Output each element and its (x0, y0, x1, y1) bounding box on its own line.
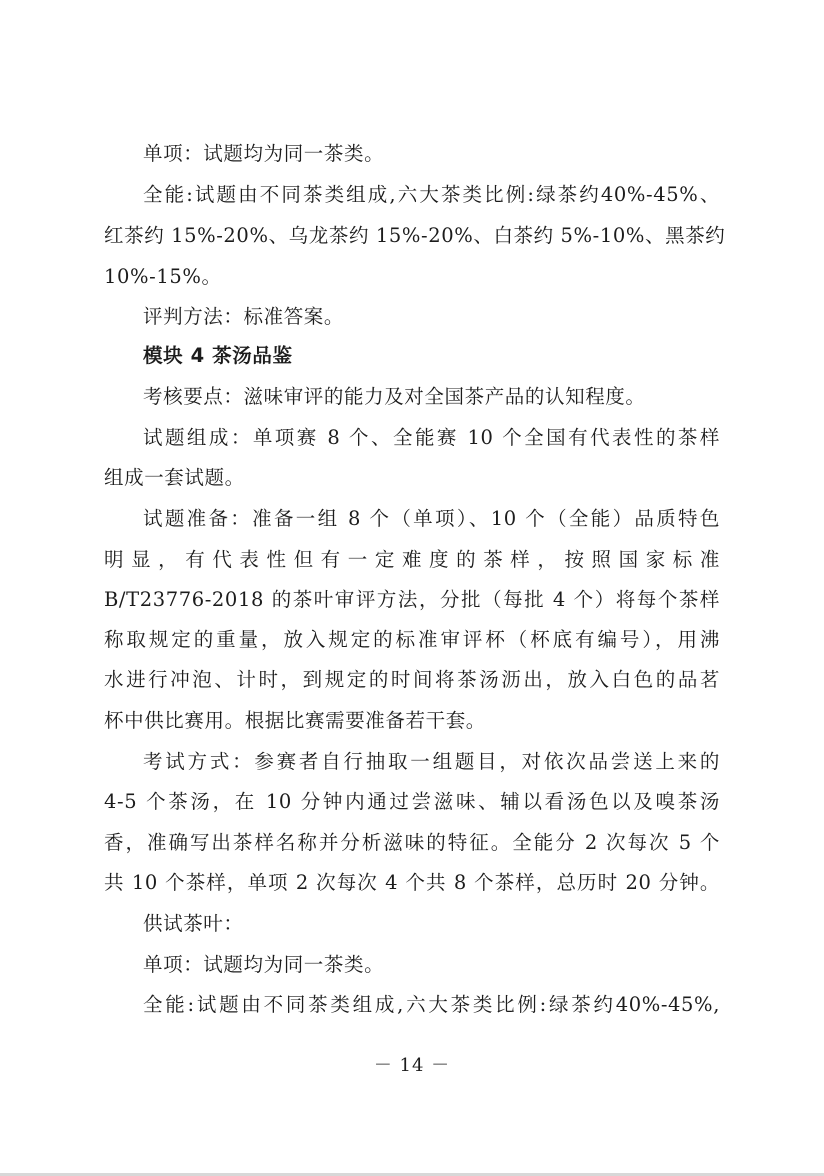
paragraph-judging-method: 评判方法：标准答案。 (143, 305, 345, 328)
paragraph-exam-method-line-3: 香，准确写出茶样名称并分析滋味的特征。全能分 2 次每次 5 个 (104, 831, 720, 854)
paragraph-question-composition-line-2: 组成一套试题。 (104, 466, 245, 489)
section-heading-module-4: 模块 4 茶汤品鉴 (143, 344, 293, 367)
paragraph-single-item-repeat: 单项：试题均为同一茶类。 (143, 953, 385, 976)
paragraph-all-round-repeat: 全能:试题由不同茶类组成,六大茶类比例:绿茶约40%-45%, (143, 993, 720, 1016)
paragraph-exam-method-line-4: 共 10 个茶样，单项 2 次每次 4 个共 8 个茶样，总历时 20 分钟。 (104, 871, 720, 894)
paragraph-preparation-line-4: 称取规定的重量，放入规定的标准审评杯（杯底有编号），用沸 (104, 628, 720, 651)
paragraph-test-teas: 供试茶叶： (143, 912, 244, 935)
paragraph-assessment-points: 考核要点：滋味审评的能力及对全国茶产品的认知程度。 (143, 385, 646, 408)
paragraph-preparation-line-3: B/T23776-2018 的茶叶审评方法，分批（每批 4 个）将每个茶样 (104, 588, 720, 611)
paragraph-all-round-line-3: 10%-15%。 (104, 265, 222, 288)
paragraph-all-round-line-2: 红茶约 15%-20%、乌龙茶约 15%-20%、白茶约 5%-10%、黑茶约 (104, 224, 726, 247)
paragraph-exam-method-line-1: 考试方式：参赛者自行抽取一组题目，对依次品尝送上来的 (143, 750, 720, 773)
paragraph-question-composition-line-1: 试题组成：单项赛 8 个、全能赛 10 个全国有代表性的茶样 (143, 426, 720, 449)
paragraph-exam-method-line-2: 4-5 个茶汤，在 10 分钟内通过尝滋味、辅以看汤色以及嗅茶汤 (104, 790, 720, 813)
page-number: － 14 － (373, 1055, 451, 1076)
paragraph-preparation-line-2: 明显，有代表性但有一定难度的茶样，按照国家标准 (104, 548, 720, 571)
paragraph-single-item: 单项：试题均为同一茶类。 (143, 142, 385, 165)
paragraph-preparation-line-6: 杯中供比赛用。根据比赛需要准备若干套。 (104, 709, 486, 732)
paragraph-all-round-line-1: 全能:试题由不同茶类组成,六大茶类比例:绿茶约40%-45%、 (143, 183, 720, 206)
paragraph-preparation-line-1: 试题准备：准备一组 8 个（单项）、10 个（全能）品质特色 (143, 507, 720, 530)
paragraph-preparation-line-5: 水进行冲泡、计时，到规定的时间将茶汤沥出，放入白色的品茗 (104, 668, 720, 691)
